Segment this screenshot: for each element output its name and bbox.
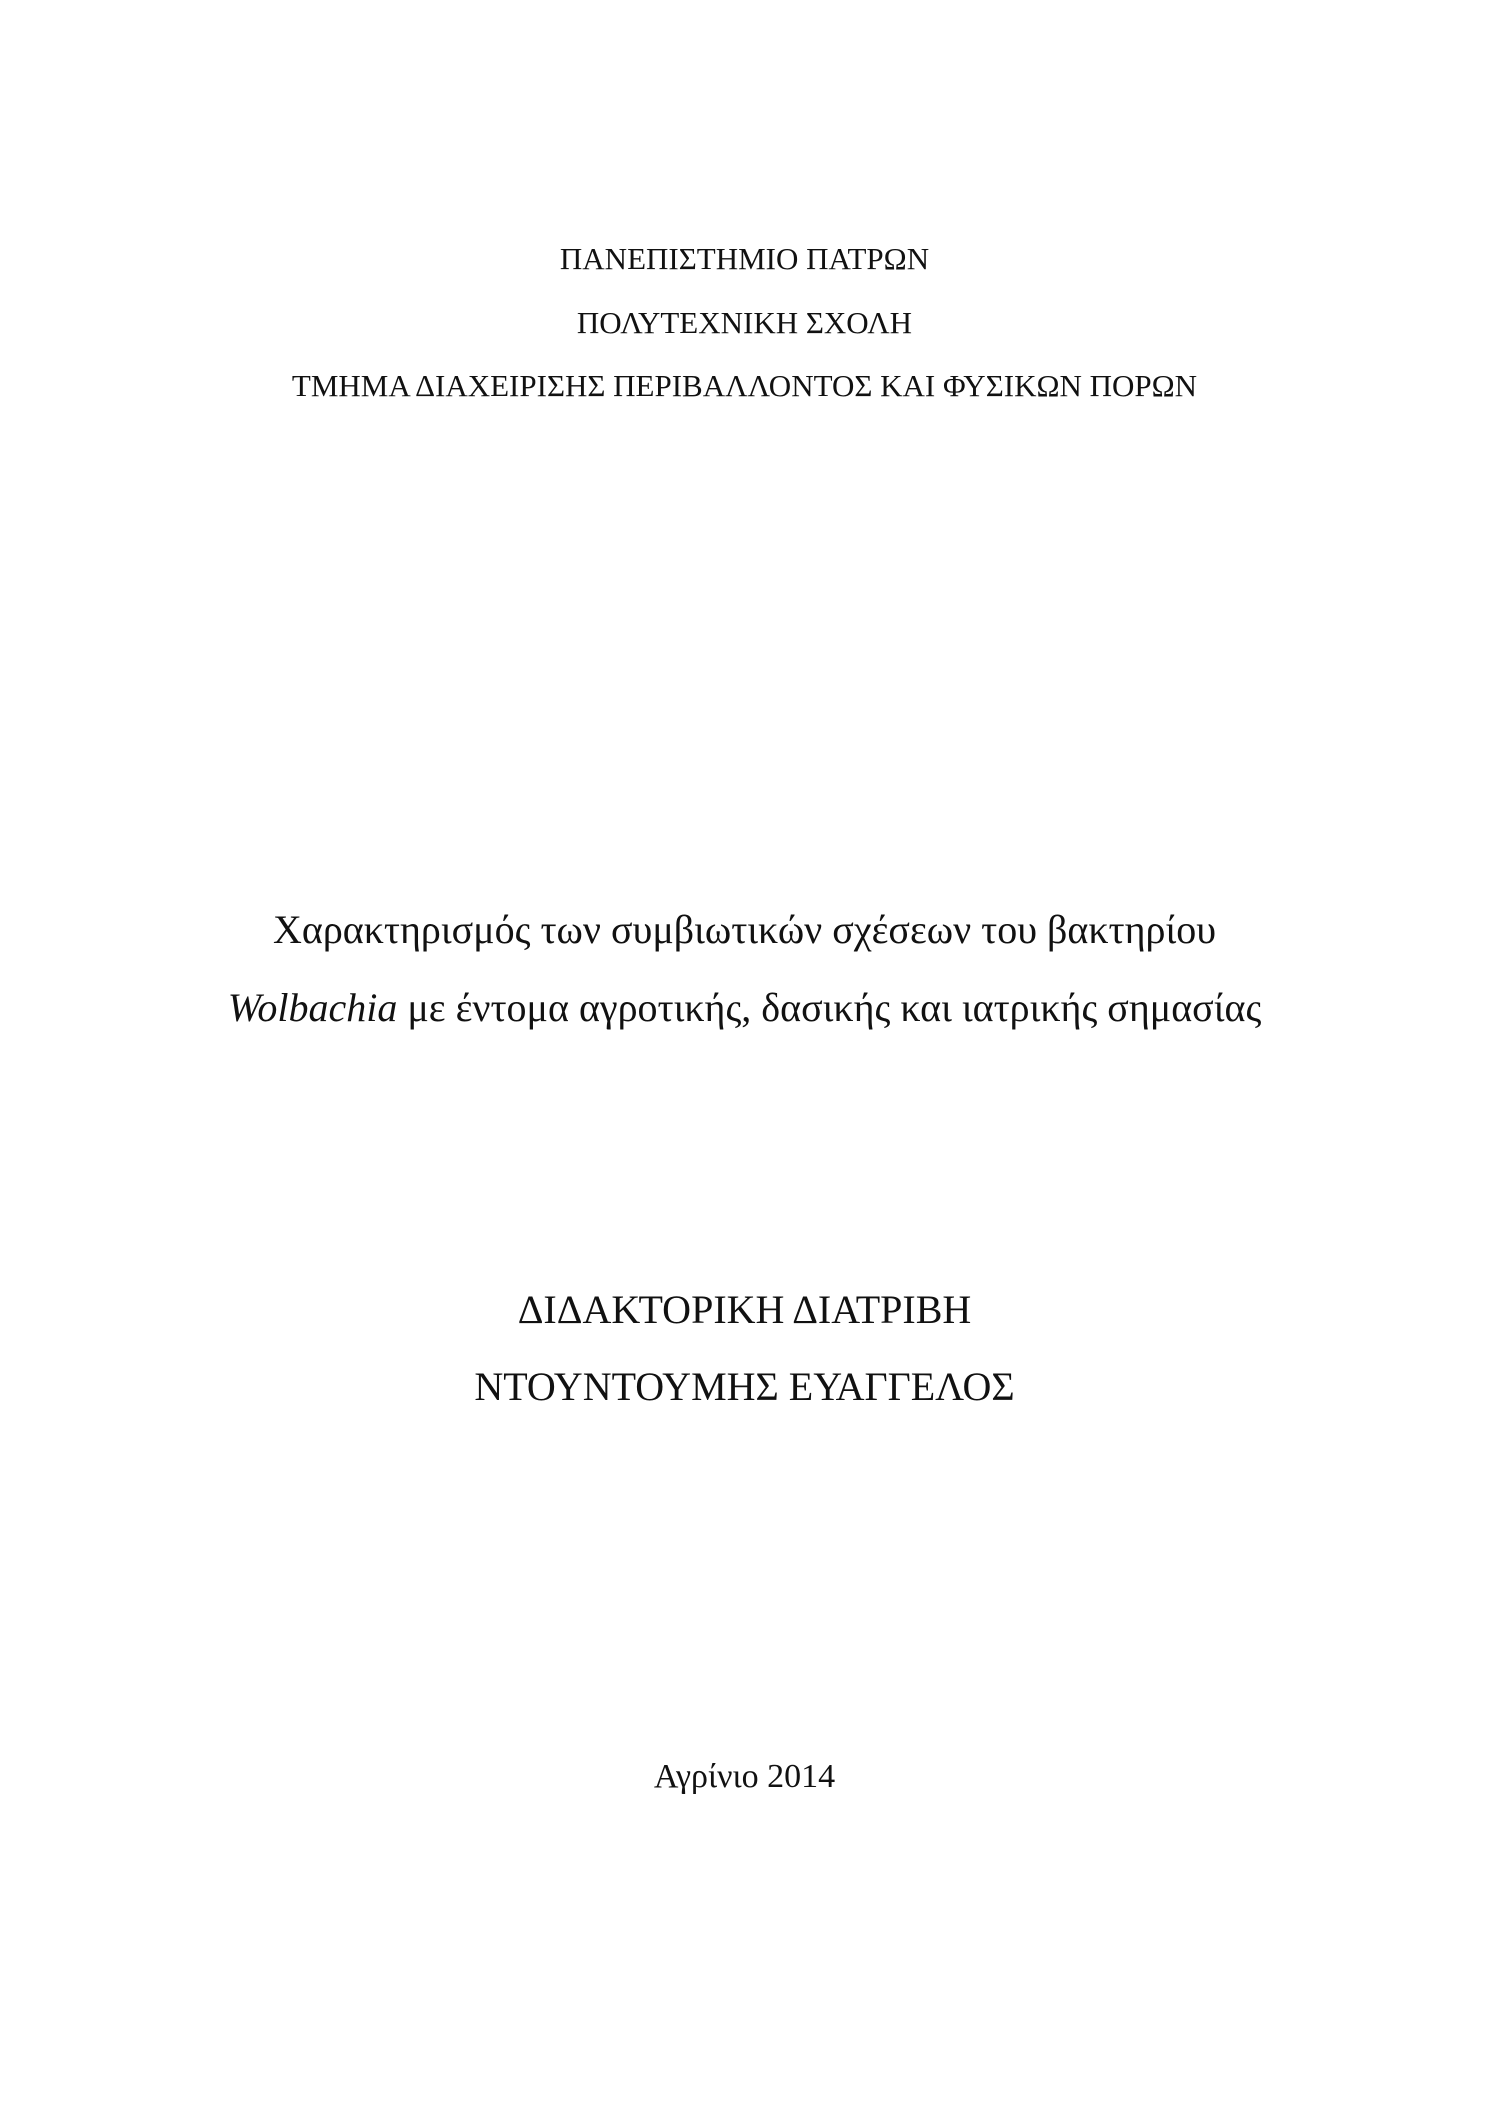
place-date: Αγρίνιο 2014 — [653, 1758, 836, 1795]
school-name: ΠΟΛΥΤΕΧΝΙΚΗ ΣΧΟΛΗ — [576, 305, 913, 340]
genus-name: Wolbachia — [227, 985, 398, 1030]
author-name: ΝΤΟΥΝΤΟΥΜΗΣ ΕΥΑΓΓΕΛΟΣ — [474, 1364, 1015, 1409]
thesis-type: ΔΙΔΑΚΤΟΡΙΚΗ ΔΙΑΤΡΙΒΗ — [517, 1287, 972, 1332]
thesis-title-line-1: Χαρακτηρισμός των συμβιωτικών σχέσεων του βακτηρίου — [272, 907, 1217, 952]
thesis-title-line-2-rest: με έντομα αγροτικής, δασικής και ιατρικής σημασίας — [397, 985, 1262, 1030]
thesis-title-line-2 — [0, 985, 1489, 1030]
department-name: ΤΜΗΜΑ ΔΙΑΧΕΙΡΙΣΗΣ ΠΕΡΙΒΑΛΛΟΝΤΟΣ ΚΑΙ ΦΥΣΙΚΩΝ ΠΟΡΩΝ — [291, 368, 1198, 403]
university-name: ΠΑΝΕΠΙΣΤΗΜΙΟ ΠΑΤΡΩΝ — [559, 241, 930, 276]
